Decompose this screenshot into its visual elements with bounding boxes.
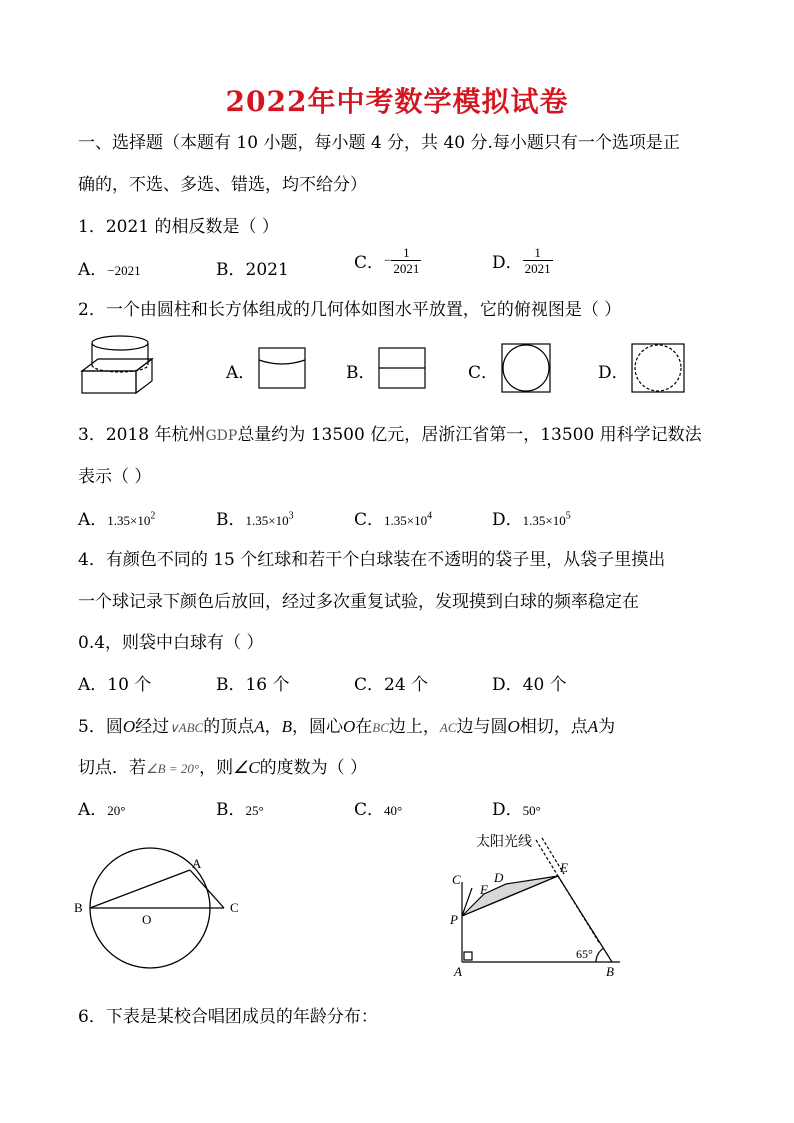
sunlight-figure	[440, 828, 640, 978]
q1-option-c	[354, 245, 421, 276]
q3-d-exp: 5	[565, 510, 571, 522]
q5-t7: 边上，	[388, 717, 440, 737]
q5-c-value: 40°	[384, 803, 403, 818]
q5-t8: 边与圆	[456, 717, 508, 737]
q5-b-value: 25°	[245, 803, 264, 818]
circle-label-a: A	[192, 856, 202, 871]
q1-option-d	[492, 245, 553, 276]
q4-option-b: B．16 个	[216, 675, 290, 695]
q2-option-a-figure	[257, 346, 307, 390]
circle-tangent-figure	[70, 840, 260, 980]
q5-stem-line-1	[78, 712, 615, 737]
q6-stem: 6．下表是某校合唱团成员的年龄分布：	[78, 1007, 378, 1027]
q1-c-denominator: 2021	[393, 261, 420, 276]
q3-gdp: GDP	[205, 428, 238, 444]
q3-option-b	[216, 505, 294, 530]
q5-option-b	[216, 795, 264, 820]
q3-b-label: B．	[216, 510, 246, 530]
q2-d-label: D．	[598, 363, 629, 383]
q3-option-c	[354, 505, 432, 530]
q5-t5: ，圆心	[291, 717, 343, 737]
q5-ac: AC	[439, 720, 457, 735]
q5-bc: BC	[372, 720, 389, 735]
q2-b-label: B．	[346, 363, 376, 383]
q5-option-c	[354, 795, 402, 820]
q5-a1: A	[254, 717, 265, 736]
q2-a-label: A．	[226, 363, 256, 383]
q2-option-b-figure	[377, 346, 427, 390]
q2-solid-figure	[78, 333, 158, 399]
q5-angle-b: ∠B = 20°	[146, 761, 200, 776]
q5-d-label: D．	[492, 800, 523, 820]
q2-stem: 2．一个由圆柱和长方体组成的几何体如图水平放置，它的俯视图是（ ）	[78, 300, 622, 320]
q3-text-b: 总量约为 13500 亿元，居浙江省第一，13500 用科学记数法	[237, 425, 702, 445]
q4-option-c: C．24 个	[354, 675, 429, 695]
section-heading-line-2: 确的，不选、多选、错选，均不给分）	[78, 175, 367, 195]
q5-b-label: B．	[216, 800, 246, 820]
q5-angle-c: ∠C	[233, 758, 260, 777]
q5-t10: 为	[598, 717, 616, 737]
q5-a2: A	[587, 717, 599, 736]
q3-d-label: D．	[492, 510, 523, 530]
q4-option-a: A．10 个	[78, 675, 152, 695]
sun-label-c: C	[452, 872, 461, 887]
q3-stem-line-2: 表示（ ）	[78, 467, 152, 487]
sun-label-a: A	[454, 964, 462, 978]
q5-b1: B	[281, 717, 292, 736]
q3-a-base: 1.35×10	[107, 513, 151, 528]
q3-d-base: 1.35×10	[522, 513, 566, 528]
q2-option-d-figure	[630, 342, 686, 394]
q5-o1: O	[122, 717, 136, 736]
q1-d-fraction	[523, 245, 553, 276]
q5-d-value: 50°	[522, 803, 541, 818]
q3-c-label: C．	[354, 510, 385, 530]
q4-stem-line-2: 一个球记录下颜色后放回，经过多次重复试验，发现摸到白球的频率稳定在	[78, 592, 639, 612]
q5-o3: O	[507, 717, 520, 736]
q1-b-value: 2021	[245, 260, 289, 280]
q1-c-numerator: 1	[391, 245, 421, 261]
q1-d-label: D．	[492, 253, 523, 273]
q3-b-exp: 3	[288, 510, 294, 522]
q5-t6: 在	[355, 717, 373, 737]
sun-angle: 65°	[576, 947, 593, 961]
q5-triangle: ∨ABC	[169, 720, 204, 735]
sun-label-d: D	[494, 870, 504, 885]
q5-t1: 5．圆	[78, 717, 123, 737]
q1-b-label: B．	[216, 260, 246, 280]
q5-t2: 经过	[135, 717, 170, 737]
q1-c-fraction	[391, 245, 421, 276]
sun-label-b: B	[606, 964, 614, 978]
q5-t11: 切点．若	[78, 758, 146, 778]
q5-a-value: 20°	[107, 803, 126, 818]
q3-c-exp: 4	[427, 510, 433, 522]
circle-label-c: C	[230, 900, 239, 915]
q5-option-a	[78, 795, 125, 820]
q3-option-a	[78, 505, 155, 530]
q3-option-d	[492, 505, 571, 530]
q4-stem-line-1: 4．有颜色不同的 15 个红球和若干个白球装在不透明的袋子里，从袋子里摸出	[78, 550, 666, 570]
q1-c-sign: −	[384, 252, 392, 268]
q5-t9: 相切，点	[519, 717, 588, 737]
q5-t4: ，	[264, 717, 282, 737]
q1-d-denominator: 2021	[524, 261, 551, 276]
q2-option-c-figure	[500, 342, 552, 394]
q5-a-label: A．	[78, 800, 108, 820]
q3-c-base: 1.35×10	[384, 513, 428, 528]
q5-option-d	[492, 795, 541, 820]
q1-d-numerator: 1	[523, 245, 553, 261]
q3-a-label: A．	[78, 510, 108, 530]
section-heading-line-1: 一、选择题（本题有 10 小题，每小题 4 分，共 40 分.每小题只有一个选项是正	[78, 133, 680, 153]
circle-label-b: B	[74, 900, 83, 915]
q3-b-base: 1.35×10	[245, 513, 289, 528]
q5-t13: 的度数为（ ）	[259, 758, 368, 778]
q3-stem-line-1	[78, 420, 702, 445]
exam-title: 2022年中考数学模拟试卷	[225, 85, 569, 118]
q1-c-label: C．	[354, 253, 385, 273]
q3-a-exp: 2	[150, 510, 156, 522]
q4-stem-line-3: 0.4，则袋中白球有（ ）	[78, 633, 264, 653]
q1-option-a	[78, 255, 141, 280]
q5-o2: O	[342, 717, 356, 736]
q1-a-value: −2021	[107, 263, 141, 278]
sun-label-p: P	[450, 912, 458, 927]
sun-caption: 太阳光线	[476, 835, 532, 850]
q1-stem: 1．2021 的相反数是（ ）	[78, 217, 279, 237]
q5-t3: 的顶点	[203, 717, 255, 737]
sun-label-f: F	[480, 882, 488, 897]
q1-option-b	[216, 255, 289, 280]
q1-a-label: A．	[78, 260, 108, 280]
q5-stem-line-2	[78, 753, 367, 778]
q2-c-label: C．	[468, 363, 499, 383]
q3-text-a: 3．2018 年杭州	[78, 425, 206, 445]
circle-label-o: O	[142, 912, 152, 927]
q4-option-d: D．40 个	[492, 675, 567, 695]
q5-c-label: C．	[354, 800, 385, 820]
q5-t12: ，则	[199, 758, 234, 778]
sun-label-e: E	[560, 860, 568, 875]
